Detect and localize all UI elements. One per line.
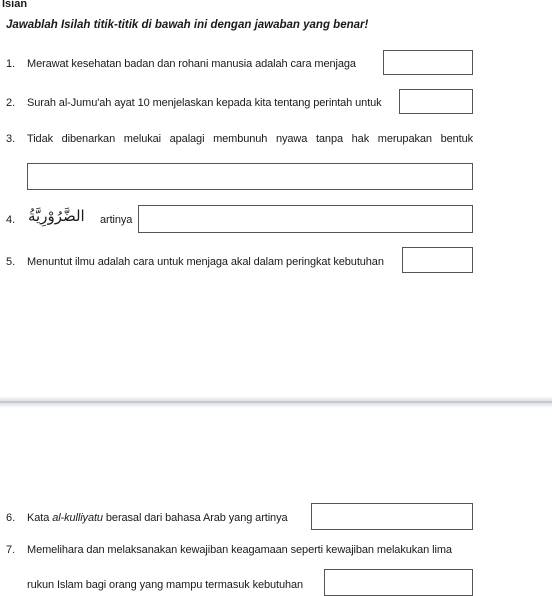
question-1-number: 1. xyxy=(6,58,16,70)
question-6-text-before: Kata xyxy=(27,512,53,524)
question-6-text xyxy=(27,512,288,524)
question-5-answer-box[interactable] xyxy=(402,247,473,273)
instruction-text: Jawablah Isilah titik-titik di bawah ini dengan jawaban yang benar! xyxy=(6,19,369,31)
question-6-number: 6. xyxy=(6,512,16,524)
question-2-text: Surah al-Jumu'ah ayat 10 menjelaskan kepada kita tentang perintah untuk xyxy=(27,97,382,109)
question-7-number: 7. xyxy=(6,544,16,556)
question-7-answer-box[interactable] xyxy=(324,569,473,596)
question-3-answer-box[interactable] xyxy=(27,163,473,190)
question-3-text: Tidak dibenarkan melukai apalagi membunuh nyawa tanpa hak merupakan bentuk xyxy=(27,133,473,145)
question-1-text: Merawat kesehatan badan dan rohani manusia adalah cara menjaga xyxy=(27,58,356,70)
question-6-answer-box[interactable] xyxy=(311,503,473,530)
page-title: Isian xyxy=(2,0,28,10)
question-6-italic-term: al-kulliyatu xyxy=(52,512,103,524)
question-2-answer-box[interactable] xyxy=(399,89,473,114)
question-3-number: 3. xyxy=(6,133,16,145)
question-1-answer-box[interactable] xyxy=(383,50,473,75)
question-4-answer-box[interactable] xyxy=(138,205,473,233)
question-7-text-line1: Memelihara dan melaksanakan kewajiban keagamaan seperti kewajiban melakukan lima xyxy=(27,544,452,556)
question-4-text: artinya xyxy=(100,214,133,226)
question-5-text: Menuntut ilmu adalah cara untuk menjaga akal dalam peringkat kebutuhan xyxy=(27,256,384,268)
question-2-number: 2. xyxy=(6,97,16,109)
question-5-number: 5. xyxy=(6,256,16,268)
question-6-text-after: berasal dari bahasa Arab yang artinya xyxy=(102,512,288,524)
arabic-term: الضَّرُوْرِيَّةُ xyxy=(28,207,85,225)
question-7-text-line2: rukun Islam bagi orang yang mampu termasuk kebutuhan xyxy=(27,579,304,591)
question-4-number: 4. xyxy=(6,214,16,226)
page-separator-line xyxy=(0,401,552,403)
